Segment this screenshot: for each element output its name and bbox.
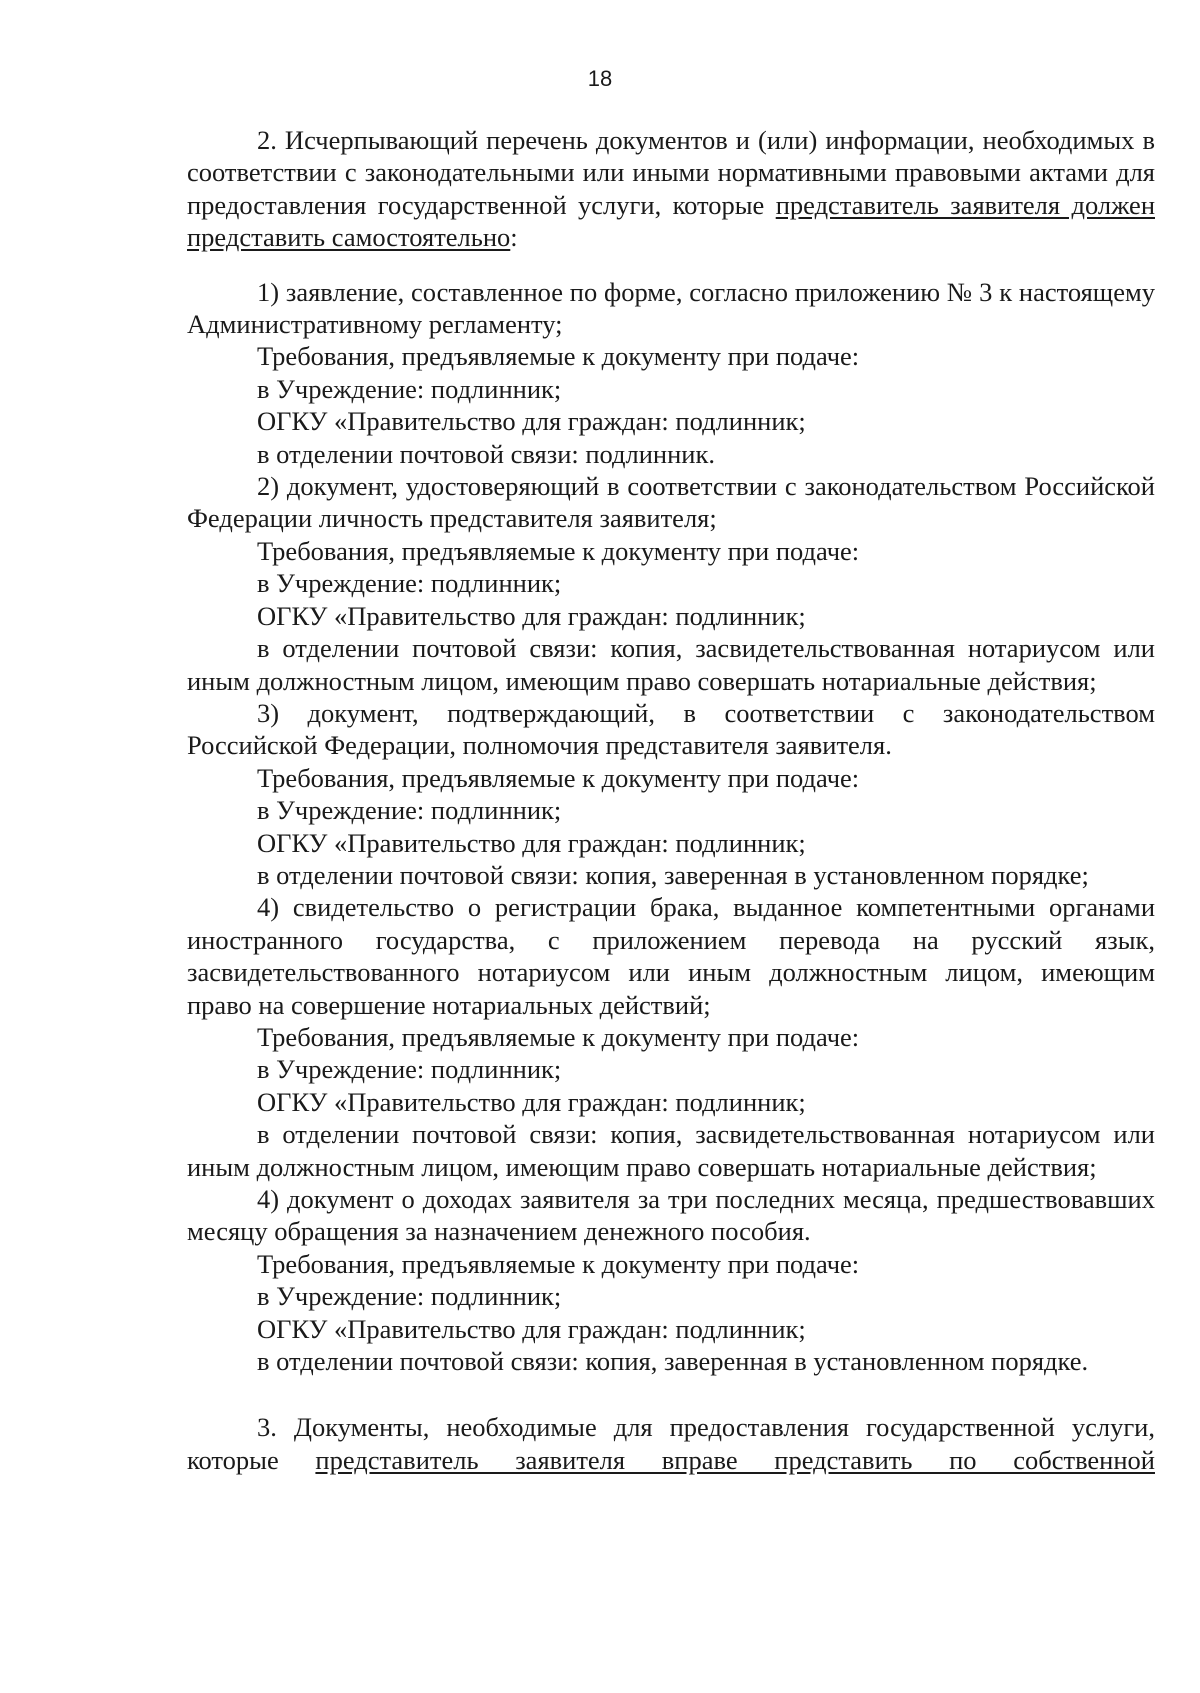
document-item-3: 3) документ, подтверждающий, в соответствии с законодательством Российской Федерации, полномочия представителя заявителя. (187, 697, 1155, 761)
spacer (187, 1377, 1155, 1411)
section-3-intro (187, 1411, 1155, 1476)
section-2-intro-text: 2. Исчерпывающий перечень документов и (или) информации, необходимых в соответствии с законодательными или иными нормативными правовыми актами для предоставления государственной услуги, которые (187, 125, 1155, 220)
requirements-title: Требования, предъявляемые к документу при подаче: (257, 1248, 860, 1279)
requirements-title: Требования, предъявляемые к документу при подаче: (257, 1021, 860, 1052)
section-3-intro-underlined: представитель заявителя вправе представить по собственной (315, 1444, 1155, 1475)
requirement-institution: в Учреждение: подлинник; (257, 568, 562, 599)
document-item-5: 4) документ о доходах заявителя за три последних месяца, предшествовавших месяцу обращения за назначением денежного пособия. (187, 1184, 1155, 1247)
requirement-post: в отделении почтовой связи: копия, заверенная в установленном порядке. (257, 1346, 1089, 1377)
section-3-intro-text: 3. Документы, необходимые для предоставления государственной услуги, которые (187, 1412, 1155, 1475)
section-2-intro (187, 124, 1155, 254)
document-body (187, 124, 1155, 1476)
document-item-1: 1) заявление, составленное по форме, согласно приложению № 3 к настоящему Административному регламенту; (187, 276, 1155, 340)
page-number: 18 (587, 66, 613, 91)
requirement-post: в отделении почтовой связи: копия, засвидетельствованная нотариусом или иным должностным лицом, имеющим право совершать нотариальные действия; (187, 1119, 1155, 1182)
requirement-post: в отделении почтовой связи: подлинник. (257, 438, 715, 469)
requirement-ogku: ОГКУ «Правительство для граждан: подлинник; (257, 1086, 806, 1117)
requirement-ogku: ОГКУ «Правительство для граждан: подлинник; (257, 827, 806, 858)
spacer (187, 254, 1155, 276)
requirement-ogku: ОГКУ «Правительство для граждан: подлинник; (257, 1313, 806, 1344)
requirement-post: в отделении почтовой связи: копия, засвидетельствованная нотариусом или иным должностным лицом, имеющим право совершать нотариальные действия; (187, 633, 1155, 696)
requirement-institution: в Учреждение: подлинник; (257, 1054, 562, 1085)
section-2-intro-underlined: представитель заявителя должен представить самостоятельно (187, 189, 1155, 253)
requirement-ogku: ОГКУ «Правительство для граждан: подлинник; (257, 406, 806, 437)
requirement-post: в отделении почтовой связи: копия, заверенная в установленном порядке; (257, 859, 1089, 890)
requirements-title: Требования, предъявляемые к документу при подаче: (257, 535, 860, 566)
section-2-intro-end: : (510, 222, 518, 253)
requirements-title: Требования, предъявляемые к документу при подаче: (257, 762, 860, 793)
document-item-2: 2) документ, удостоверяющий в соответствии с законодательством Российской Федерации личность представителя заявителя; (187, 471, 1155, 534)
document-item-4: 4) свидетельство о регистрации брака, выданное компетентными органами иностранного государства, с приложением перевода на русский язык, засвидетельствованного нотариусом или иным должностным лицом, имеющим право на совершение нотариальных действий; (187, 892, 1155, 1020)
requirement-institution: в Учреждение: подлинник; (257, 795, 562, 826)
requirements-title: Требования, предъявляемые к документу при подаче: (257, 341, 860, 372)
requirement-institution: в Учреждение: подлинник; (257, 373, 562, 404)
requirement-ogku: ОГКУ «Правительство для граждан: подлинник; (257, 600, 806, 631)
requirement-institution: в Учреждение: подлинник; (257, 1281, 562, 1312)
